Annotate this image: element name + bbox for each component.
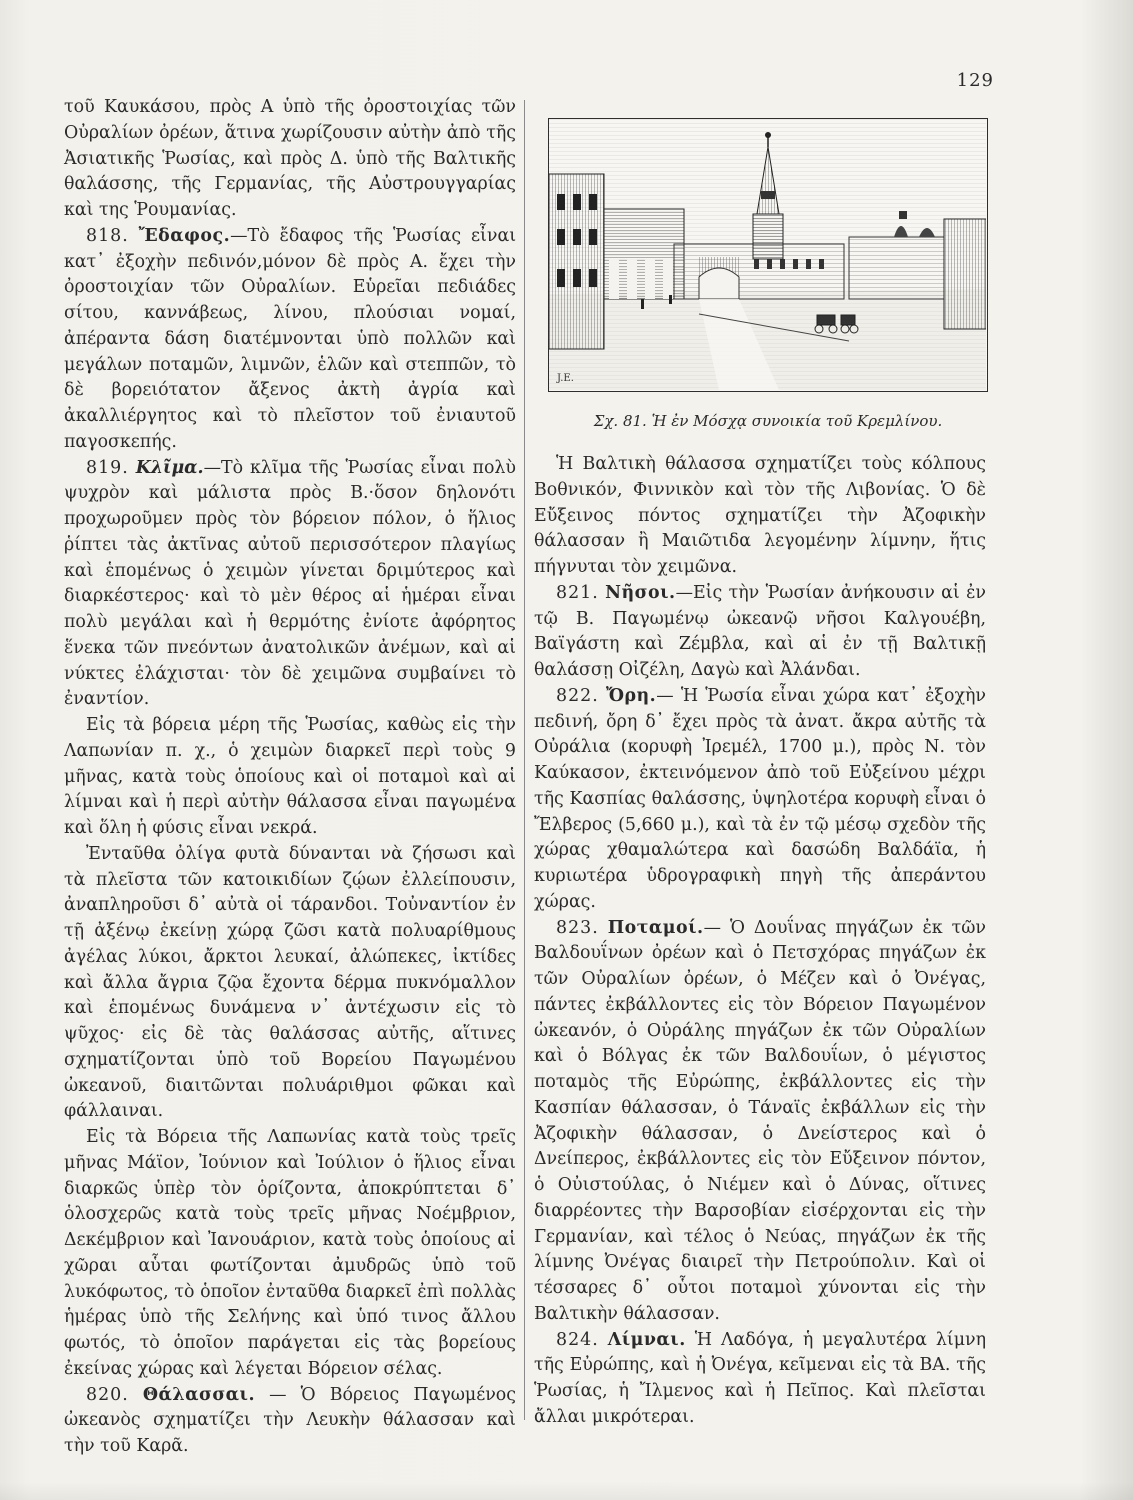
paragraph-arctic-animals: Ἐνταῦθα ὀλίγα φυτὰ δύνανται νὰ ζήσωσι καὶ τὰ πλεῖστα τῶν κατοικιδίων ζῴων ἐλλείπουσιν, ἀναπληροῦσι δ᾽ αὐτὰ οἱ τάρανδοι. Τοὐναντίον ἐν τῇ ἀξένῳ ἐκείνῃ χώρᾳ ζῶσι κατὰ πολυαρίθμους ἀγέλας λύκοι, ἄρκτοι λευκαί, ἀλώπεκες, ἰκτίδες καὶ ἄλλα ἄγρια ζῷα ἔχοντα δέρμα πυκνόμαλλον καὶ ἑπομένως δυνάμενα ν᾽ ἀντέχωσιν εἰς τὸ ψῦχος· εἰς δὲ τὰς θαλάσσας αὐτῆς, αἵτινες σχηματίζονται ὑπὸ τοῦ Βορείου Παγωμένου ὠκεανοῦ, διαιτῶνται πολυάριθμοι φῶκαι καὶ φάλλαιναι. [64, 843, 516, 1122]
section-number: 821. [556, 582, 599, 603]
section-number: 824. [556, 1329, 599, 1350]
section-heading: Νῆσοι. [605, 582, 676, 603]
column-divider [524, 100, 525, 1420]
section-823 [534, 916, 986, 1328]
section-number: 819. [86, 457, 129, 478]
paragraph-polar-sun: Εἰς τὰ Βόρεια τῆς Λαπωνίας κατὰ τοὺς τρεῖς μῆνας Μάϊον, Ἰούνιον καὶ Ἰούλιον ὁ ἥλιος εἶναι διαρκῶς ὑπὲρ τὸν ὁρίζοντα, ἀποκρύπτεται δ᾽ ὁλοσχερῶς κατὰ τοὺς τρεῖς μῆνας Νοέμβριον, Δεκέμβριον καὶ Ἰανουάριον, κατὰ τοὺς ὁποίους αἱ χῶραι αὗται φωτίζονται ἀμυδρῶς ὑπὸ τοῦ λυκόφωτος, τὸ ὁποῖον ἐνταῦθα διαρκεῖ ἐπὶ πολλὰς ἡμέρας ὑπὸ τῆς Σελήνης καὶ ὑπό τινος ἄλλου φωτός, τὸ ὁποῖον παράγεται εἰς τὰς βορείους ἐκείνας χώρας καὶ λέγεται Βόρειον σέλας. [64, 1127, 516, 1379]
right-column [534, 452, 986, 1431]
kremlin-illustration [549, 119, 986, 390]
section-text: Ἡ Λαδόγα, ἡ μεγαλυτέρα λίμνη τῆς Εὐρώπης, καὶ ἡ Ὀνέγα, κεῖμεναι εἰς τὰ ΒΑ. τῆς Ῥωσίας, ἡ Ἴλμενος καὶ ἡ Πεῖπος. Καὶ πλεῖσται ἄλλαι μικρότεραι. [534, 1329, 987, 1427]
section-heading: Λίμναι. [607, 1329, 686, 1350]
figure-caption: Σχ. 81. Ἡ ἐν Μόσχᾳ συνοικία τοῦ Κρεμλίνου. [593, 412, 943, 430]
paragraph-baltic: Ἡ Βαλτικὴ θάλασσα σχηματίζει τοὺς κόλπους Βοθνικόν, Φιννικὸν καὶ τὸν τῆς Λιβονίας. Ὁ δὲ Εὔξεινος πόντος σχηματίζει τὴν Ἀζοφικὴν θάλασσαν ἢ Μαιῶτιδα λεγομένην λίμνην, ἥτις πήγνυται τὸν χειμῶνα. [534, 454, 986, 577]
page-number: 129 [956, 70, 994, 91]
section-text: — Ὁ Βόρειος Παγωμένος ὠκεανὸς σχηματίζει τὴν Λευκὴν θάλασσαν καὶ τὴν τοῦ Καρᾶ. [64, 1384, 516, 1456]
section-number: 823. [556, 917, 599, 938]
section-822 [534, 684, 986, 916]
paragraph-lapland-winter: Εἰς τὰ βόρεια μέρη τῆς Ῥωσίας, καθὼς εἰς τὴν Λαπωνίαν π. χ., ὁ χειμὼν διαρκεῖ περὶ τοὺς 9 μῆνας, κατὰ τοὺς ὁποίους καὶ οἱ ποταμοὶ καὶ αἱ λίμναι καὶ ἡ περὶ αὐτὴν θάλασσα εἶναι παγωμένα καὶ ὅλη ἡ φύσις εἶναι νεκρά. [64, 715, 516, 838]
page-edge-shadow [0, 1482, 1133, 1500]
left-column [64, 95, 516, 1460]
section-824 [534, 1328, 986, 1431]
section-text: —Τὸ ἔδαφος τῆς Ῥωσίας εἶναι κατ᾽ ἐξοχὴν πεδινόν,μόνον δὲ πρὸς Α. ἔχει τὴν ὀροστοιχίαν τῶν Οὐραλίων. Εὑρεῖαι πεδιάδες σίτου, καννάβεως, λίνου, πλούσιαι νομαί, ἀπέραντα δάση διατέμνονται ὑπὸ πολλῶν καὶ μεγάλων ποταμῶν, λιμνῶν, ἑλῶν καὶ στεππῶν, τὸ δὲ βορειότατον ἄξενος ἀκτὴ ἀγρία καὶ ἀκαλλιέργητος καὶ τὸ πλεῖστον τοῦ ἐνιαυτοῦ παγοσκεπής. [64, 225, 517, 452]
kremlin-engraving [548, 118, 988, 392]
section-text: — Ὁ Δουΐνας πηγάζων ἐκ τῶν Βαλδουΐνων ὀρέων καὶ ὁ Πετσχόρας πηγάζων ἐκ τῶν Οὐραλίων ὀρέων, ὁ Μέζεν καὶ ὁ Ὀνέγας, πάντες ἐκβάλλοντες εἰς τὸν Βόρειον Παγωμένον ὠκεανόν, ὁ Οὐράλης πηγάζων ἐκ τῶν Οὐραλίων καὶ ὁ Βόλγας ἐκ τῶν Βαλδουΐων, ὁ μέγιστος ποταμὸς τῆς Εὐρώπης, ἐκβάλλοντες εἰς τὴν Κασπίαν θάλασσαν, ὁ Τάναϊς ἐκβάλλων εἰς τὴν Ἀζοφικὴν θάλασσαν, ὁ Δνείστερος καὶ ὁ Δνείπερος, ἐκβάλλοντες εἰς τὸν Εὔξεινον πόντον, ὁ Οὐιστούλας, ὁ Νιέμεν καὶ ὁ Δύνας, οἵτινες διαρρέοντες τὴν Βαρσοβίαν εἰσέρχονται εἰς τὴν Γερμανίαν, καὶ τέλος ὁ Νεύας, πηγάζων ἐκ τῆς λίμνης Ὀνέγας διαιρεῖ τὴν Πετρούπολιν. Καὶ οἱ τέσσαρες δ᾽ οὗτοι ποταμοὶ χύνονται εἰς τὴν Βαλτικὴν θάλασσαν. [534, 917, 986, 1324]
section-heading: Κλῖμα. [135, 457, 204, 478]
engraver-signature: J.E. [557, 373, 574, 384]
paragraph-caucasus-borders: τοῦ Καυκάσου, πρὸς Α ὑπὸ τῆς ὀροστοιχίας τῶν Οὐραλίων ὀρέων, ἅτινα χωρίζουσιν αὐτὴν ἀπὸ τῆς Ἀσιατικῆς Ῥωσίας, καὶ πρὸς Δ. ὑπὸ τῆς Βαλτικῆς θαλάσσης, τῆς Γερμανίας, τῆς Αὐστρουγγαρίας καὶ της Ῥουμανίας. [64, 97, 516, 220]
section-821 [534, 581, 986, 684]
section-text: —Τὸ κλῖμα τῆς Ῥωσίας εἶναι πολὺ ψυχρὸν καὶ μάλιστα πρὸς Β.·ὅσον δηλονότι προχωροῦμεν πρὸς τὸν βόρειον πόλον, ὁ ἥλιος ῥίπτει τὰς ἀκτῖνας αὐτοῦ περισσότερον πλαγίως καὶ ἑπομένως ὁ χειμὼν γίνεται δριμύτερος καὶ διαρκέστερος· καὶ τὸ μὲν θέρος αἱ ἡμέραι εἶναι πολὺ μεγάλαι καὶ ἡ θερμότης ἐνίοτε ἀφόρητος ἕνεκα τῶν πνεόντων ἀνατολικῶν ἀνέμων, καὶ αἱ νύκτες ἐλάχισται· τὸν δὲ χειμῶνα συμβαίνει τὸ ἐναντίον. [64, 457, 517, 710]
section-heading: Θάλασσαι. [142, 1384, 255, 1405]
section-818 [64, 224, 516, 456]
section-number: 822. [556, 685, 599, 706]
section-819 [64, 456, 516, 714]
section-heading: Ἔδαφος. [138, 225, 231, 246]
section-number: 820. [86, 1384, 129, 1405]
section-number: 818. [86, 225, 129, 246]
section-text: —Εἰς τὴν Ῥωσίαν ἀνήκουσιν αἱ ἐν τῷ Β. Παγωμένῳ ὠκεανῷ νῆσοι Καλγουέβη, Βαϊγάστη καὶ Ζέμβλα, καὶ αἱ ἐν τῇ Βαλτικῇ θαλάσσῃ Οἰζέλη, Δαγὼ καὶ Ἀλάνδαι. [534, 582, 987, 680]
section-heading: Ὄρη. [605, 685, 657, 706]
section-heading: Ποταμοί. [607, 917, 704, 938]
section-820 [64, 1383, 516, 1460]
section-text: — Ἡ Ῥωσία εἶναι χώρα κατ᾽ ἐξοχὴν πεδινή, ὄρη δ᾽ ἔχει πρὸς τὰ ἀνατ. ἄκρα αὐτῆς τὰ Οὐράλια (κορυφὴ Ἰρεμέλ, 1700 μ.), πρὸς Ν. τὸν Καύκασον, ἐκτεινόμενον ἀπὸ τοῦ Εὐξείνου μέχρι τῆς Κασπίας θαλάσσης, ὑψηλοτέρα κορυφὴ εἶναι ὁ Ἔλβερος (5,660 μ.), καὶ τὰ ἐν τῷ μέσῳ σχεδὸν τῆς χώρας χθαμαλώτερα καὶ δασώδη Βαλδάϊα, ἡ κυριωτέρα ὑδρογραφικὴ πηγὴ τῆς ἀπεράντου χώρας. [534, 685, 986, 912]
